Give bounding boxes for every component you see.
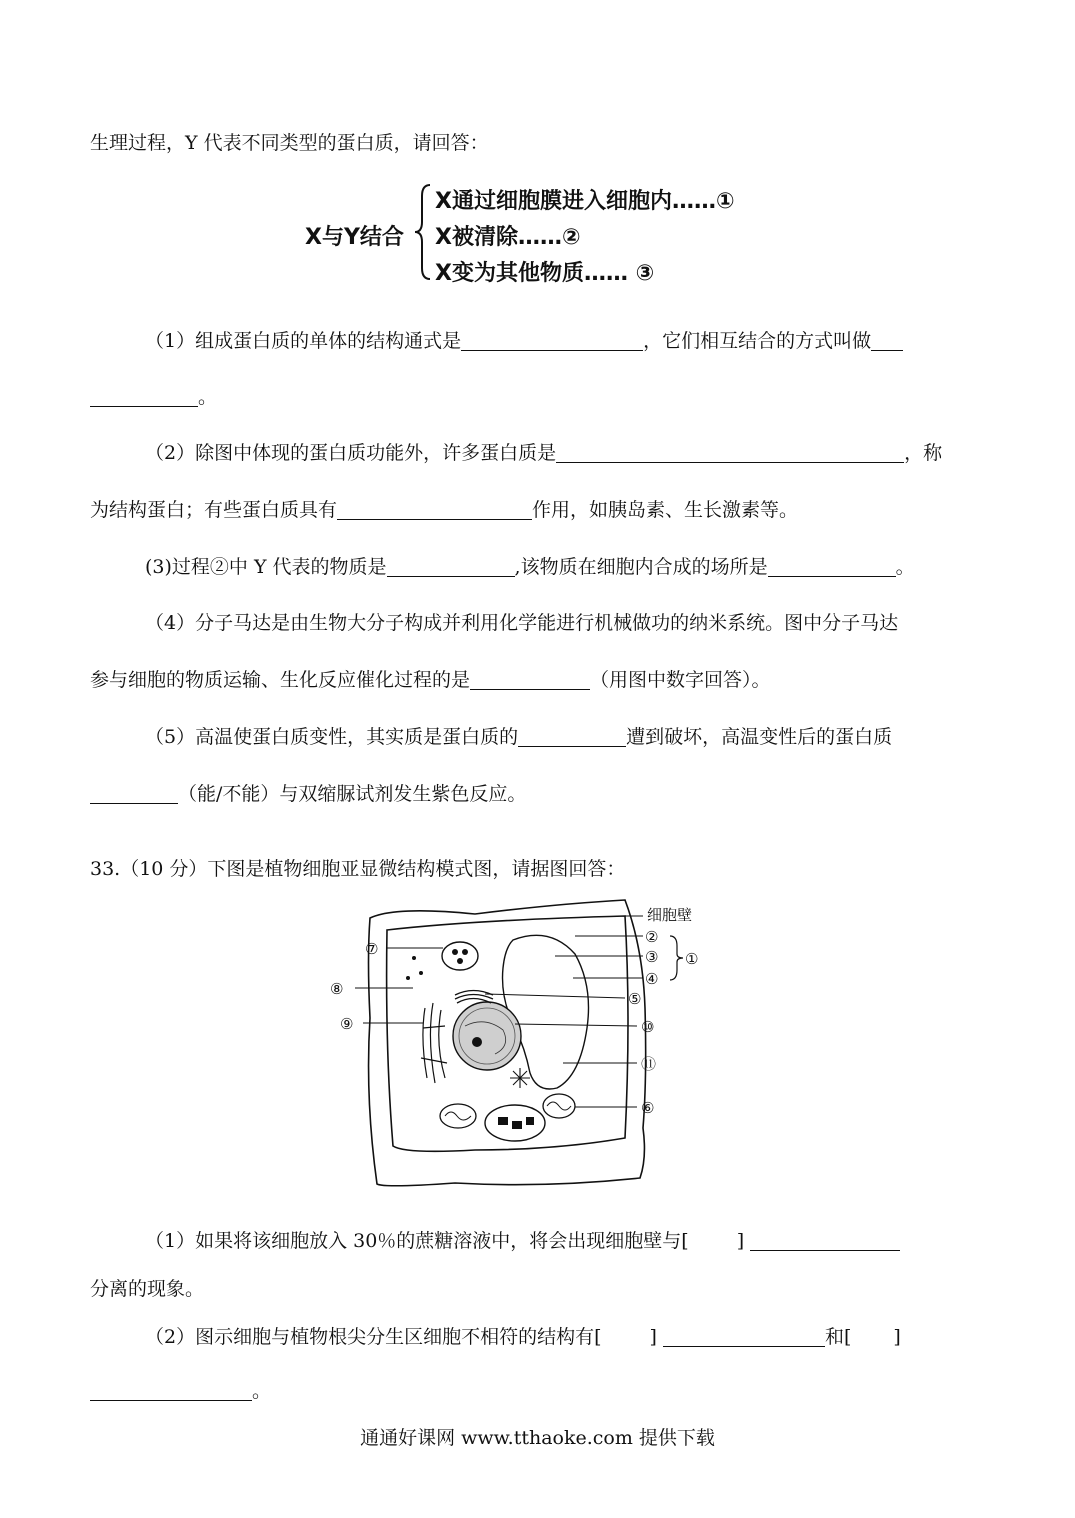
- answer-blank[interactable]: [387, 556, 515, 577]
- q5-text-b: 遭到破坏，高温变性后的蛋白质: [626, 726, 893, 748]
- scheme-brace: [412, 182, 434, 282]
- label-11: ⑪: [641, 1055, 657, 1073]
- question-2-line-2: [90, 497, 798, 523]
- q5-text-a: （5）高温使蛋白质变性，其实质是蛋白质的: [145, 726, 519, 748]
- label-3: ③: [645, 948, 659, 966]
- answer-blank[interactable]: [337, 499, 532, 520]
- q4-text-b: 参与细胞的物质运输、生化反应催化过程的是: [90, 669, 471, 691]
- answer-blank[interactable]: [90, 1380, 252, 1401]
- q3-text-c: 。: [895, 556, 915, 578]
- reaction-scheme: [300, 178, 820, 288]
- q2-text-c: 为结构蛋白；有些蛋白质具有: [90, 499, 338, 521]
- label-1: ①: [685, 950, 699, 968]
- label-5: ⑤: [628, 990, 642, 1008]
- intro-text: 生理过程，Y 代表不同类型的蛋白质，请回答：: [90, 132, 489, 154]
- s2-text-c: 和[: [824, 1326, 852, 1348]
- question-33-title: 33.（10 分）下图是植物细胞亚显微结构模式图，请据图回答：: [90, 858, 626, 880]
- subquestion-1-line-2: 分离的现象。: [90, 1278, 205, 1300]
- label-2: ②: [645, 928, 659, 946]
- label-10: ⑩: [641, 1018, 655, 1036]
- question-1-line-1: [145, 328, 903, 354]
- page-footer: 通通好课网 www.tthaoke.com 提供下载: [360, 1427, 715, 1449]
- answer-blank[interactable]: [518, 726, 626, 747]
- answer-blank[interactable]: [750, 1230, 900, 1251]
- question-3: [145, 554, 915, 580]
- label-4: ④: [645, 970, 659, 988]
- label-cell-wall: 细胞壁: [647, 906, 693, 924]
- question-4-line-2: [90, 667, 771, 693]
- s1-text-b: ]: [736, 1230, 745, 1252]
- subquestion-2-line-1: [145, 1324, 901, 1350]
- plant-cell-diagram: [325, 888, 715, 1193]
- question-5-line-1: [145, 724, 892, 750]
- answer-blank[interactable]: [461, 330, 643, 351]
- subquestion-2-line-2: [90, 1378, 271, 1404]
- q2-text-d: 作用，如胰岛素、生长激素等。: [532, 499, 799, 521]
- s2-text-a: （2）图示细胞与植物根尖分生区细胞不相符的结构有[: [145, 1326, 602, 1348]
- q2-text-b: ，称: [904, 442, 943, 464]
- s2-text-e: 。: [252, 1380, 272, 1402]
- answer-blank[interactable]: [90, 783, 178, 804]
- question-5-line-2: [90, 781, 526, 807]
- s2-text-d: ]: [893, 1326, 901, 1348]
- answer-blank[interactable]: [663, 1326, 825, 1347]
- brace-1: [670, 936, 683, 980]
- label-7: ⑦: [365, 940, 379, 958]
- q1-text-b: ，它们相互结合的方式叫做: [643, 330, 872, 352]
- q3-text-a: (3)过程②中 Y 代表的物质是: [145, 556, 387, 578]
- label-8: ⑧: [330, 980, 344, 998]
- chloroplast-top: [442, 942, 478, 970]
- s2-text-b: ]: [649, 1326, 657, 1348]
- answer-blank[interactable]: [470, 669, 590, 690]
- q4-text-c: （用图中数字回答）。: [590, 669, 771, 691]
- vacuole: [503, 935, 589, 1089]
- question-1-line-2: [90, 384, 217, 410]
- answer-blank[interactable]: [90, 386, 198, 407]
- scheme-lead: X与Y结合: [305, 225, 404, 250]
- scheme-item-1: X通过细胞膜进入细胞内……①: [435, 189, 735, 214]
- q4-text-a: （4）分子马达是由生物大分子构成并利用化学能进行机械做功的纳米系统。图中分子马达: [145, 612, 899, 634]
- scheme-item-2: X被清除……②: [435, 225, 581, 250]
- endoplasmic-reticulum: [421, 1003, 447, 1083]
- q2-text-a: （2）除图中体现的蛋白质功能外，许多蛋白质是: [145, 442, 557, 464]
- q5-text-c: （能/不能）与双缩脲试剂发生紫色反应。: [178, 783, 527, 805]
- q1-text-a: （1）组成蛋白质的单体的结构通式是: [145, 330, 462, 352]
- small-organelle: [510, 1068, 530, 1088]
- answer-blank[interactable]: [556, 442, 904, 463]
- label-6: ⑥: [641, 1099, 655, 1117]
- question-4-line-1: [145, 610, 898, 636]
- q1-text-c: 。: [198, 386, 218, 408]
- subquestion-1-line-1: [145, 1228, 900, 1254]
- question-2-line-1: [145, 440, 942, 466]
- answer-blank[interactable]: [871, 330, 903, 351]
- answer-blank[interactable]: [768, 556, 896, 577]
- nucleolus: [472, 1037, 482, 1047]
- label-9: ⑨: [340, 1015, 354, 1033]
- golgi-apparatus: [455, 991, 493, 1004]
- s1-text-a: （1）如果将该细胞放入 30％的蔗糖溶液中，将会出现细胞壁与[: [145, 1230, 689, 1252]
- q3-text-b: ,该物质在细胞内合成的场所是: [514, 556, 768, 578]
- scheme-item-3: X变为其他物质…… ③: [435, 261, 655, 286]
- nucleus: [453, 1002, 521, 1070]
